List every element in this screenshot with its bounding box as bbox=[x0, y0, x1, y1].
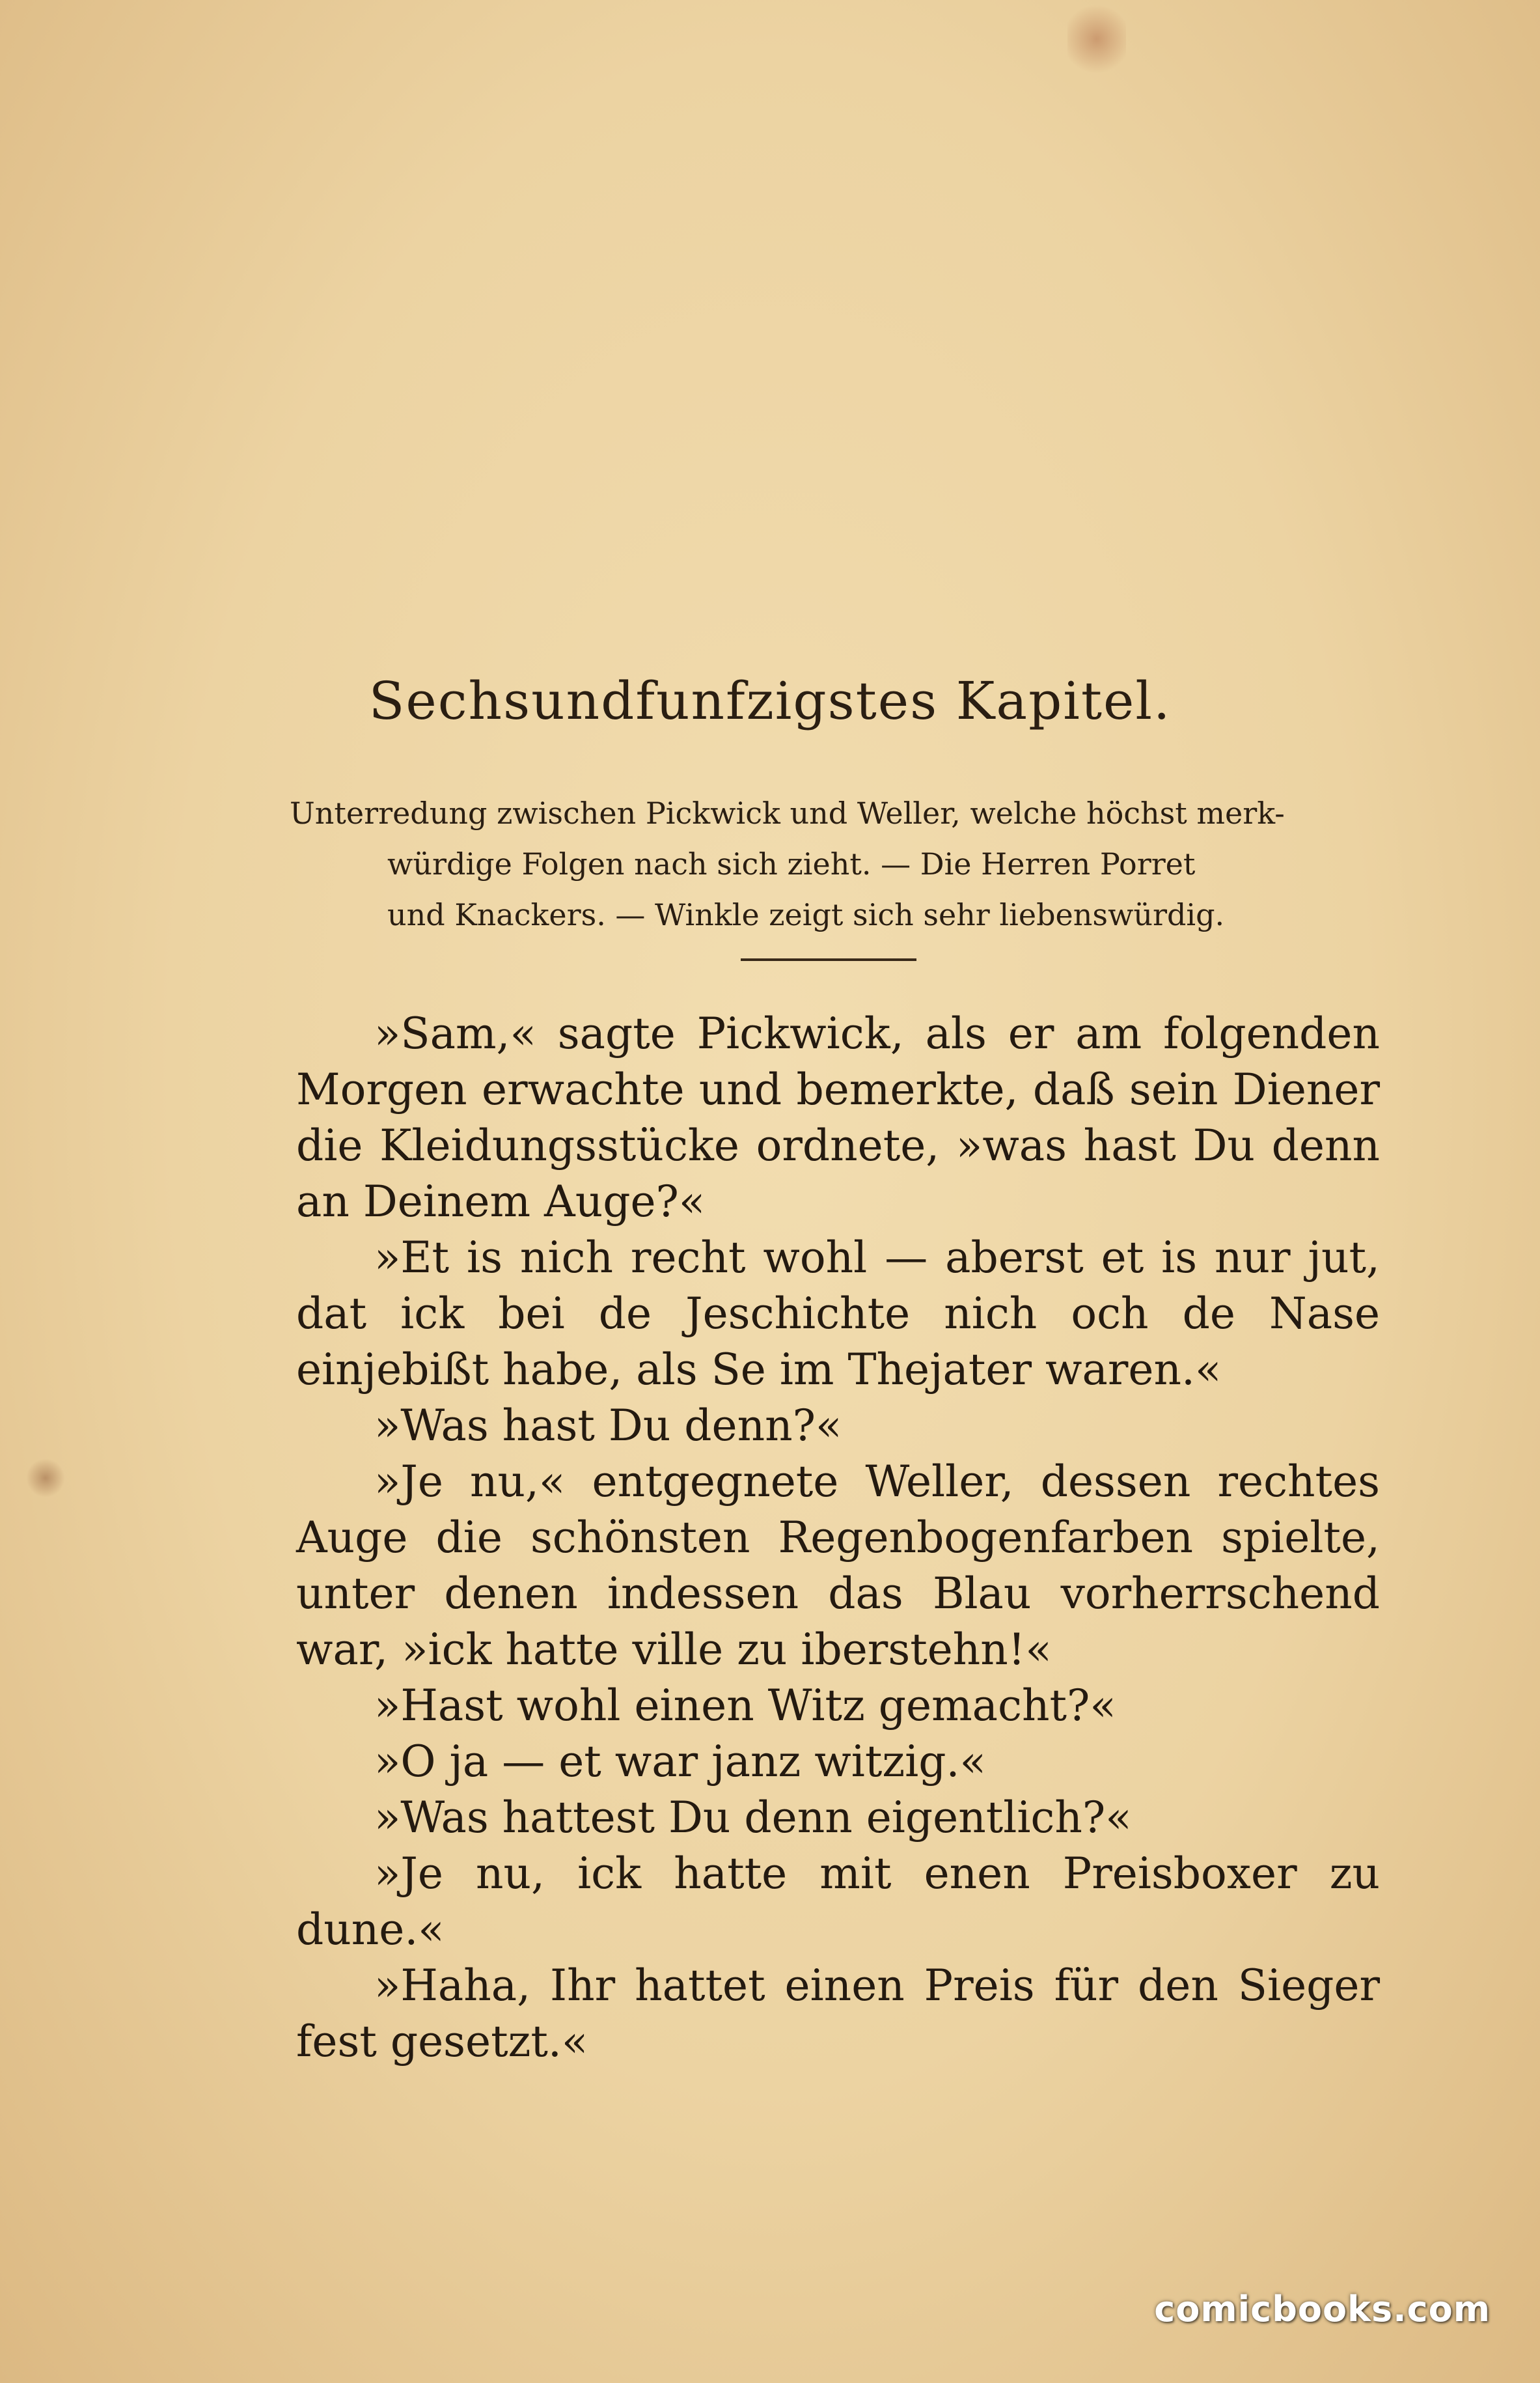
paragraph: »Hast wohl einen Witz gemacht?« bbox=[374, 1680, 1116, 1731]
paragraph: »Et is nich recht wohl — aberst et is nur jut, dat ick bei de Jeschichte nich och de Nase einjebißt habe, als Se im Thejater waren.« bbox=[296, 1233, 1380, 1395]
paragraph: »Sam,« sagte Pickwick, als er am folgenden Morgen erwachte und bemerkte, daß sein Diener die Kleidungsstücke ordnete, »was hast Du denn an Deinem Auge?« bbox=[296, 1009, 1380, 1227]
page-edge-stain bbox=[1067, 0, 1126, 78]
chapter-body bbox=[296, 1006, 1380, 2070]
paragraph: »O ja — et war janz witzig.« bbox=[374, 1736, 986, 1787]
watermark-logo: comicbooks.com bbox=[1154, 2289, 1491, 2330]
paragraph: »Haha, Ihr hattet einen Preis für den Sieger fest gesetzt.« bbox=[296, 1960, 1380, 2067]
chapter-summary bbox=[290, 788, 1370, 940]
section-divider bbox=[741, 958, 916, 961]
paragraph: »Was hast Du denn?« bbox=[374, 1401, 842, 1451]
summary-line: Unterredung zwischen Pickwick und Weller, welche höchst merk- bbox=[290, 796, 1285, 831]
chapter-title: Sechsundfunfzigstes Kapitel. bbox=[368, 671, 1172, 731]
margin-stain bbox=[26, 1458, 65, 1498]
summary-line: und Knackers. — Winkle zeigt sich sehr liebenswürdig. bbox=[387, 897, 1225, 932]
summary-line: würdige Folgen nach sich zieht. — Die Herren Porret bbox=[387, 846, 1196, 882]
paragraph: »Was hattest Du denn eigentlich?« bbox=[374, 1792, 1132, 1843]
paragraph: »Je nu, ick hatte mit enen Preisboxer zu dune.« bbox=[296, 1848, 1380, 1955]
paragraph: »Je nu,« entgegnete Weller, dessen rechtes Auge die schönsten Regenbogenfarben spielte, unter denen indessen das Blau vorherrschend war, »ick hatte ville zu iberstehn!« bbox=[296, 1456, 1380, 1675]
